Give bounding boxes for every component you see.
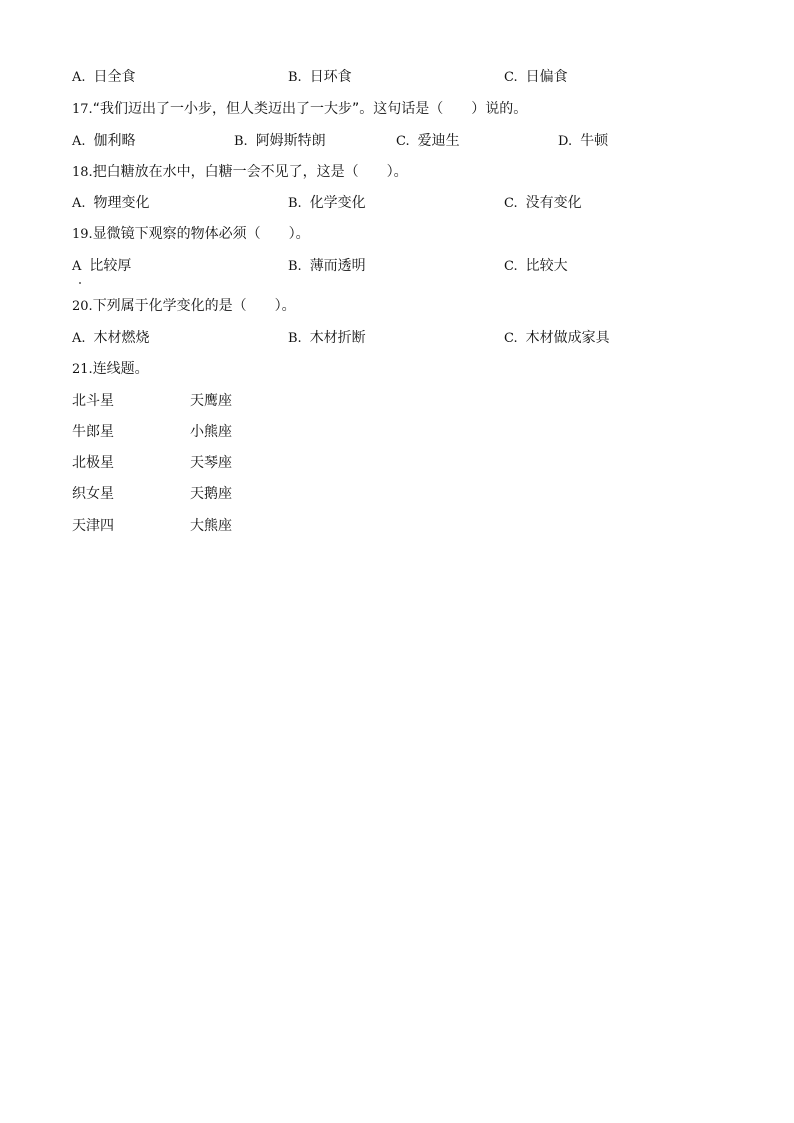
q20-option-c[interactable]: C. 木材做成家具 [504, 330, 610, 346]
match-right-item[interactable]: 天鹅座 [190, 486, 232, 502]
q20-stem: 20.下列属于化学变化的是（ ）。 [72, 298, 296, 314]
match-left-item[interactable]: 北斗星 [72, 393, 114, 409]
q19-option-b[interactable]: B. 薄而透明 [288, 258, 366, 274]
q18-option-b[interactable]: B. 化学变化 [288, 195, 366, 211]
match-left-item[interactable]: 牛郎星 [72, 424, 114, 440]
q16-option-a[interactable]: A. 日全食 [72, 69, 136, 85]
q16-option-c[interactable]: C. 日偏食 [504, 69, 568, 85]
q16-option-b[interactable]: B. 日环食 [288, 69, 352, 85]
q21-stem: 21.连线题。 [72, 361, 149, 377]
match-left-item[interactable]: 北极星 [72, 455, 114, 471]
q20-option-b[interactable]: B. 木材折断 [288, 330, 366, 346]
q18-stem: 18.把白糖放在水中，白糖一会不见了，这是（ ）。 [72, 164, 408, 180]
q18-option-c[interactable]: C. 没有变化 [504, 195, 582, 211]
q19-stem: 19.显微镜下观察的物体必须（ ）。 [72, 226, 310, 242]
stray-dot-mark [79, 282, 81, 284]
q17-stem: 17.“我们迈出了一小步，但人类迈出了一大步”。这句话是（ ）说的。 [72, 101, 528, 117]
match-right-item[interactable]: 大熊座 [190, 518, 232, 534]
q20-option-a[interactable]: A. 木材燃烧 [72, 330, 150, 346]
match-right-item[interactable]: 小熊座 [190, 424, 232, 440]
q19-option-c[interactable]: C. 比较大 [504, 258, 568, 274]
match-right-item[interactable]: 天鹰座 [190, 393, 232, 409]
q19-option-a[interactable]: A 比较厚 [72, 258, 132, 274]
match-left-item[interactable]: 天津四 [72, 518, 114, 534]
q18-option-a[interactable]: A. 物理变化 [72, 195, 150, 211]
match-right-item[interactable]: 天琴座 [190, 455, 232, 471]
q17-option-a[interactable]: A. 伽利略 [72, 133, 136, 149]
match-left-item[interactable]: 织女星 [72, 486, 114, 502]
q17-option-c[interactable]: C. 爱迪生 [396, 133, 460, 149]
q17-option-d[interactable]: D. 牛顿 [558, 133, 609, 149]
q17-option-b[interactable]: B. 阿姆斯特朗 [234, 133, 326, 149]
